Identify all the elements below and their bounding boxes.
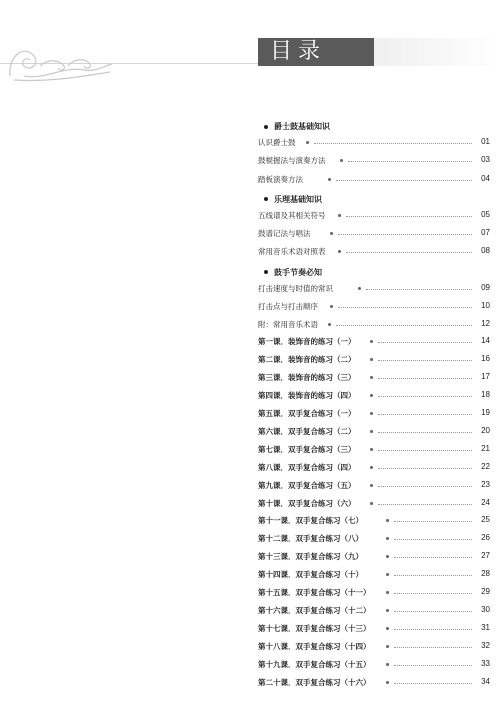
toc-entry[interactable] (258, 480, 490, 491)
dot-leader (378, 414, 472, 415)
toc-entry-label: 打击速度与时值的常识 (258, 283, 336, 294)
bullet-dot-icon (386, 681, 389, 684)
section-bullet-icon (264, 270, 268, 274)
toc-section-heading-text: 乐理基础知识 (274, 194, 322, 204)
title-fade (374, 38, 500, 66)
dot-leader (394, 593, 472, 594)
dot-leader (314, 143, 472, 144)
toc-entry[interactable] (258, 569, 490, 580)
toc-entry[interactable] (258, 659, 490, 670)
bullet-dot-icon (386, 627, 389, 630)
dot-leader (336, 180, 472, 181)
dot-leader (348, 161, 472, 162)
toc-entry-page: 05 (481, 210, 490, 219)
bullet-dot-icon (338, 250, 341, 253)
dot-leader (346, 252, 472, 253)
toc-entry[interactable] (258, 246, 490, 257)
dot-leader (378, 504, 472, 505)
toc-entry[interactable] (258, 587, 490, 598)
dot-leader (346, 216, 472, 217)
toc-entry-label: 第九课．双手复合练习（五） (258, 480, 359, 491)
toc-entry-label: 认识爵士鼓 (258, 137, 299, 148)
toc-entry-page: 09 (481, 282, 490, 292)
toc-entry-page: 26 (481, 533, 490, 543)
toc-entry-label: 第三课．装饰音的练习（三） (258, 372, 359, 383)
toc-entry-label: 第十一课．双手复合练习（七） (258, 515, 366, 526)
toc-entry[interactable] (258, 551, 490, 562)
dot-leader (394, 611, 472, 612)
toc-entry-page: 32 (481, 640, 490, 650)
bullet-dot-icon (370, 358, 373, 361)
toc-entry[interactable] (258, 228, 490, 239)
bullet-dot-icon (340, 159, 343, 162)
toc-entry-label: 第八课．双手复合练习（四） (258, 462, 359, 473)
toc-entry-label: 踏板演奏方法 (258, 174, 306, 185)
bullet-dot-icon (386, 555, 389, 558)
toc-entry[interactable] (258, 336, 490, 347)
toc-entry[interactable] (258, 354, 490, 365)
toc-entry[interactable] (258, 174, 490, 185)
toc-entry[interactable] (258, 319, 490, 330)
toc-section-heading (264, 121, 330, 132)
toc-entry-page: 25 (481, 515, 490, 525)
bullet-dot-icon (386, 645, 389, 648)
dot-leader (378, 468, 472, 469)
toc-entry-label: 第十八课．双手复合练习（十四） (258, 641, 374, 652)
toc-entry-label: 第十六课．双手复合练习（十二） (258, 605, 374, 616)
toc-entry-label: 第四课．装饰音的练习（四） (258, 390, 359, 401)
toc-entry[interactable] (258, 155, 490, 166)
bullet-dot-icon (328, 178, 331, 181)
section-bullet-icon (264, 125, 268, 129)
dot-leader (394, 521, 472, 522)
dot-leader (378, 396, 472, 397)
bullet-dot-icon (306, 141, 309, 144)
toc-entry[interactable] (258, 498, 490, 509)
toc-entry[interactable] (258, 677, 490, 688)
toc-entry-label: 第十五课．双手复合练习（十一） (258, 587, 374, 598)
toc-entry-label: 第一课．装饰音的练习（一） (258, 336, 359, 347)
toc-entry-page: 33 (481, 658, 490, 668)
toc-entry-page: 23 (481, 479, 490, 489)
bullet-dot-icon (370, 430, 373, 433)
toc-entry-page: 10 (481, 301, 490, 310)
toc-entry-label: 五线谱及其相关符号 (258, 210, 329, 221)
bullet-dot-icon (370, 394, 373, 397)
bullet-dot-icon (370, 340, 373, 343)
toc-entry-label: 鼓谱记法与唱法 (258, 228, 314, 239)
toc-entry[interactable] (258, 372, 490, 383)
toc-section-heading-text: 爵士鼓基础知识 (274, 122, 330, 131)
toc-entry-page: 16 (481, 354, 490, 364)
toc-entry-label: 第十九课．双手复合练习（十五） (258, 659, 374, 670)
toc-entry-label: 第二课．装饰音的练习（二） (258, 354, 359, 365)
toc-entry-label: 第六课．双手复合练习（二） (258, 426, 359, 437)
toc-entry[interactable] (258, 605, 490, 616)
dot-leader (394, 575, 472, 576)
toc-entry-label: 附：常用音乐术语 (258, 319, 321, 330)
toc-entry[interactable] (258, 390, 490, 401)
bullet-dot-icon (370, 376, 373, 379)
bullet-dot-icon (338, 214, 341, 217)
dot-leader (366, 289, 472, 290)
toc-entry-page: 14 (481, 336, 490, 346)
toc-entry-page: 04 (481, 173, 490, 183)
bullet-dot-icon (370, 502, 373, 505)
toc-entry[interactable] (258, 137, 490, 148)
toc-entry[interactable] (258, 623, 490, 634)
swirl-ornament-icon (4, 36, 116, 84)
toc-entry-page: 18 (481, 390, 490, 400)
toc-entry-label: 第十课．双手复合练习（六） (258, 498, 359, 509)
dot-leader (338, 234, 472, 235)
bullet-dot-icon (330, 305, 333, 308)
toc-entry-page: 07 (481, 228, 490, 238)
toc-entry[interactable] (258, 210, 490, 221)
toc-entry-page: 21 (481, 443, 490, 453)
toc-entry-page: 24 (481, 497, 490, 507)
toc-entry[interactable] (258, 408, 490, 419)
dot-leader (378, 378, 472, 379)
toc-entry-page: 01 (481, 137, 490, 147)
bullet-dot-icon (328, 323, 331, 326)
toc-entry-page: 19 (481, 408, 490, 417)
toc-entry-label: 打击点与打击顺序 (258, 301, 321, 312)
section-bullet-icon (264, 197, 268, 201)
toc-entry-page: 28 (481, 569, 490, 579)
bullet-dot-icon (370, 448, 373, 451)
toc-section-heading (264, 267, 322, 278)
toc-entry-page: 17 (481, 372, 490, 382)
toc-entry-page: 31 (481, 622, 490, 632)
toc-entry-label: 常用音乐术语对照表 (258, 246, 329, 257)
toc-entry-label: 第十四课．双手复合练习（十） (258, 569, 366, 580)
toc-entry[interactable] (258, 301, 490, 312)
dot-leader (338, 307, 472, 308)
bullet-dot-icon (370, 484, 373, 487)
toc-entry-label: 第七课．双手复合练习（三） (258, 444, 359, 455)
toc-entry-page: 12 (481, 319, 490, 329)
toc-entry[interactable] (258, 641, 490, 652)
dot-leader (378, 432, 472, 433)
toc-entry[interactable] (258, 283, 490, 294)
toc-section-heading (264, 194, 322, 205)
dot-leader (378, 486, 472, 487)
toc-entry-page: 29 (481, 587, 490, 596)
bullet-dot-icon (386, 591, 389, 594)
bullet-dot-icon (386, 537, 389, 540)
toc-entry-page: 34 (481, 676, 490, 686)
toc-entry-page: 08 (481, 246, 490, 256)
toc-entry-page: 27 (481, 551, 490, 561)
dot-leader (378, 360, 472, 361)
toc-entry-label: 鼓棍握法与演奏方法 (258, 155, 329, 166)
toc-entry-label: 第十二课．双手复合练习（八） (258, 533, 366, 544)
bullet-dot-icon (370, 466, 373, 469)
toc-entry-label: 第十七课．双手复合练习（十三） (258, 623, 374, 634)
dot-leader (394, 683, 472, 684)
toc-entry-label: 第十三课．双手复合练习（九） (258, 551, 366, 562)
bullet-dot-icon (386, 663, 389, 666)
bullet-dot-icon (358, 287, 361, 290)
bullet-dot-icon (386, 609, 389, 612)
dot-leader (394, 557, 472, 558)
page-title: 目录 (270, 39, 327, 64)
toc-entry-page: 03 (481, 155, 490, 165)
toc-entry[interactable] (258, 515, 490, 526)
toc-entry-page: 22 (481, 461, 490, 471)
toc-section-heading-text: 鼓手节奏必知 (274, 267, 322, 277)
toc-entry[interactable] (258, 533, 490, 544)
dot-leader (336, 325, 472, 326)
toc-entry[interactable] (258, 444, 490, 455)
toc-entry-label: 第五课．双手复合练习（一） (258, 408, 359, 419)
bullet-dot-icon (330, 232, 333, 235)
bullet-dot-icon (386, 519, 389, 522)
toc-entry-page: 30 (481, 604, 490, 614)
bullet-dot-icon (386, 573, 389, 576)
toc-entry[interactable] (258, 426, 490, 437)
toc-entry-page: 20 (481, 425, 490, 435)
dot-leader (394, 539, 472, 540)
dot-leader (378, 342, 472, 343)
dot-leader (394, 629, 472, 630)
dot-leader (394, 665, 472, 666)
toc-entry-label: 第二十课．双手复合练习（十六） (258, 677, 374, 688)
dot-leader (378, 450, 472, 451)
dot-leader (394, 647, 472, 648)
toc-entry[interactable] (258, 462, 490, 473)
bullet-dot-icon (370, 412, 373, 415)
